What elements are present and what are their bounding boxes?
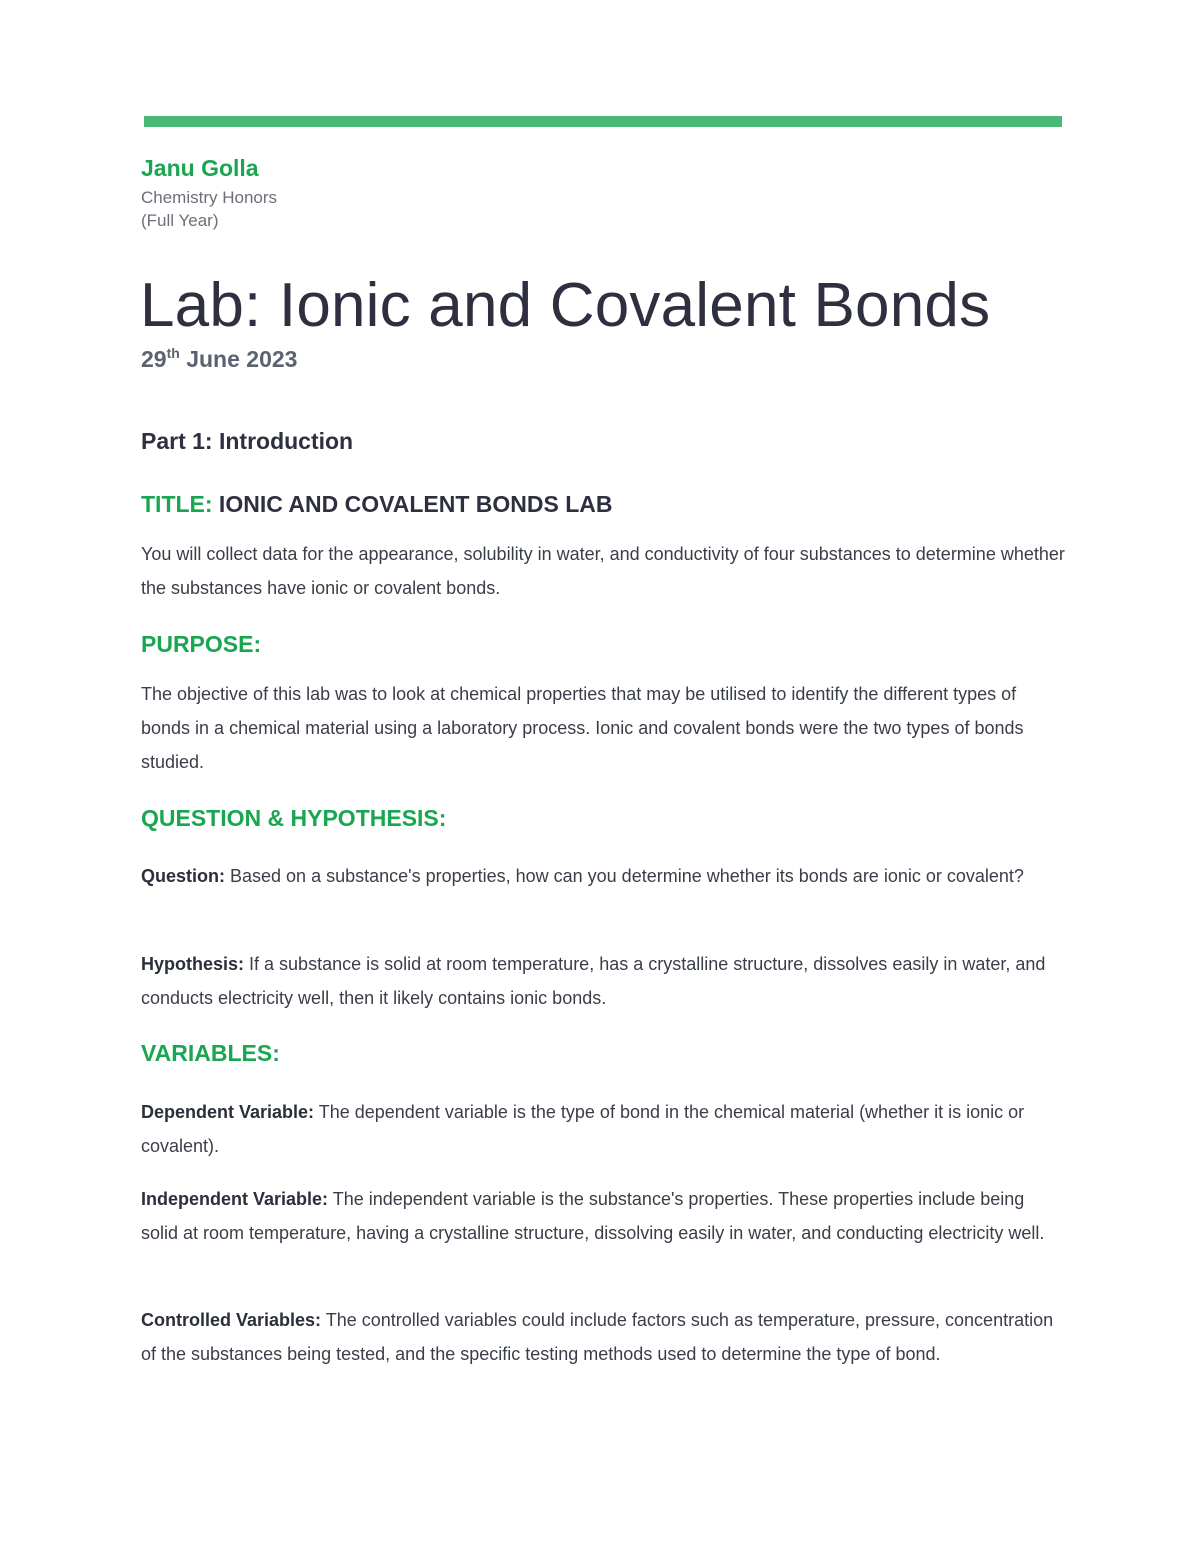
independent-variable-label: Independent Variable: — [141, 1189, 329, 1209]
date-suffix: th — [166, 345, 180, 361]
hypothesis-paragraph — [141, 947, 1066, 1015]
question-label: Question: — [141, 866, 225, 886]
controlled-variables-label: Controlled Variables: — [141, 1310, 322, 1330]
independent-variable-text: The independent variable is the substance's properties. These properties include being solid at room temperature, having a crystalline structure, dissolving easily in water, and conducting electricity well. — [141, 1189, 1045, 1243]
section-heading-question-hypothesis — [141, 805, 446, 832]
section-label: QUESTION & HYPOTHESIS: — [141, 805, 447, 831]
document-title: Lab: Ionic and Covalent Bonds — [140, 271, 991, 340]
hypothesis-label: Hypothesis: — [141, 954, 245, 974]
section-label: TITLE: — [141, 491, 213, 517]
title-description: You will collect data for the appearance, solubility in water, and conductivity of four substances to determine whether the substances have ionic or covalent bonds. — [141, 544, 1065, 598]
document-date — [141, 346, 297, 373]
section-heading-variables — [141, 1040, 280, 1067]
date-day: 29 — [141, 346, 167, 372]
question-paragraph — [141, 859, 1066, 893]
section-heading-title — [141, 491, 613, 518]
controlled-variables-text: The controlled variables could include factors such as temperature, pressure, concentration of the substances being tested, and the specific testing methods used to determine the type of bond. — [141, 1310, 1054, 1364]
dependent-variable-text: The dependent variable is the type of bond in the chemical material (whether it is ionic or covalent). — [141, 1102, 1025, 1156]
author-name: Janu Golla — [141, 155, 259, 181]
lab-title-value: IONIC AND COVALENT BONDS LAB — [212, 491, 613, 517]
controlled-variables-paragraph — [141, 1303, 1066, 1371]
top-accent-rule — [144, 116, 1062, 127]
section-label: VARIABLES: — [141, 1040, 280, 1066]
independent-variable-paragraph — [141, 1182, 1066, 1250]
dependent-variable-paragraph — [141, 1095, 1066, 1163]
section-heading-purpose — [141, 631, 261, 658]
section-label: PURPOSE: — [141, 631, 262, 657]
purpose-text: The objective of this lab was to look at chemical properties that may be utilised to identify the different types of bonds in a chemical material using a laboratory process. Ionic and covalent bonds were the two types of bonds studied. — [141, 684, 1024, 772]
dependent-variable-label: Dependent Variable: — [141, 1102, 315, 1122]
course-name: Chemistry Honors — [141, 188, 278, 207]
date-rest: June 2023 — [179, 346, 298, 372]
course-duration: (Full Year) — [141, 211, 219, 230]
course-info — [141, 186, 277, 232]
hypothesis-text: If a substance is solid at room temperature, has a crystalline structure, dissolves easily in water, and conducts electricity well, then it likely contains ionic bonds. — [141, 954, 1046, 1008]
question-text: Based on a substance's properties, how can you determine whether its bonds are ionic or covalent? — [225, 866, 1024, 886]
part-heading: Part 1: Introduction — [141, 428, 354, 454]
